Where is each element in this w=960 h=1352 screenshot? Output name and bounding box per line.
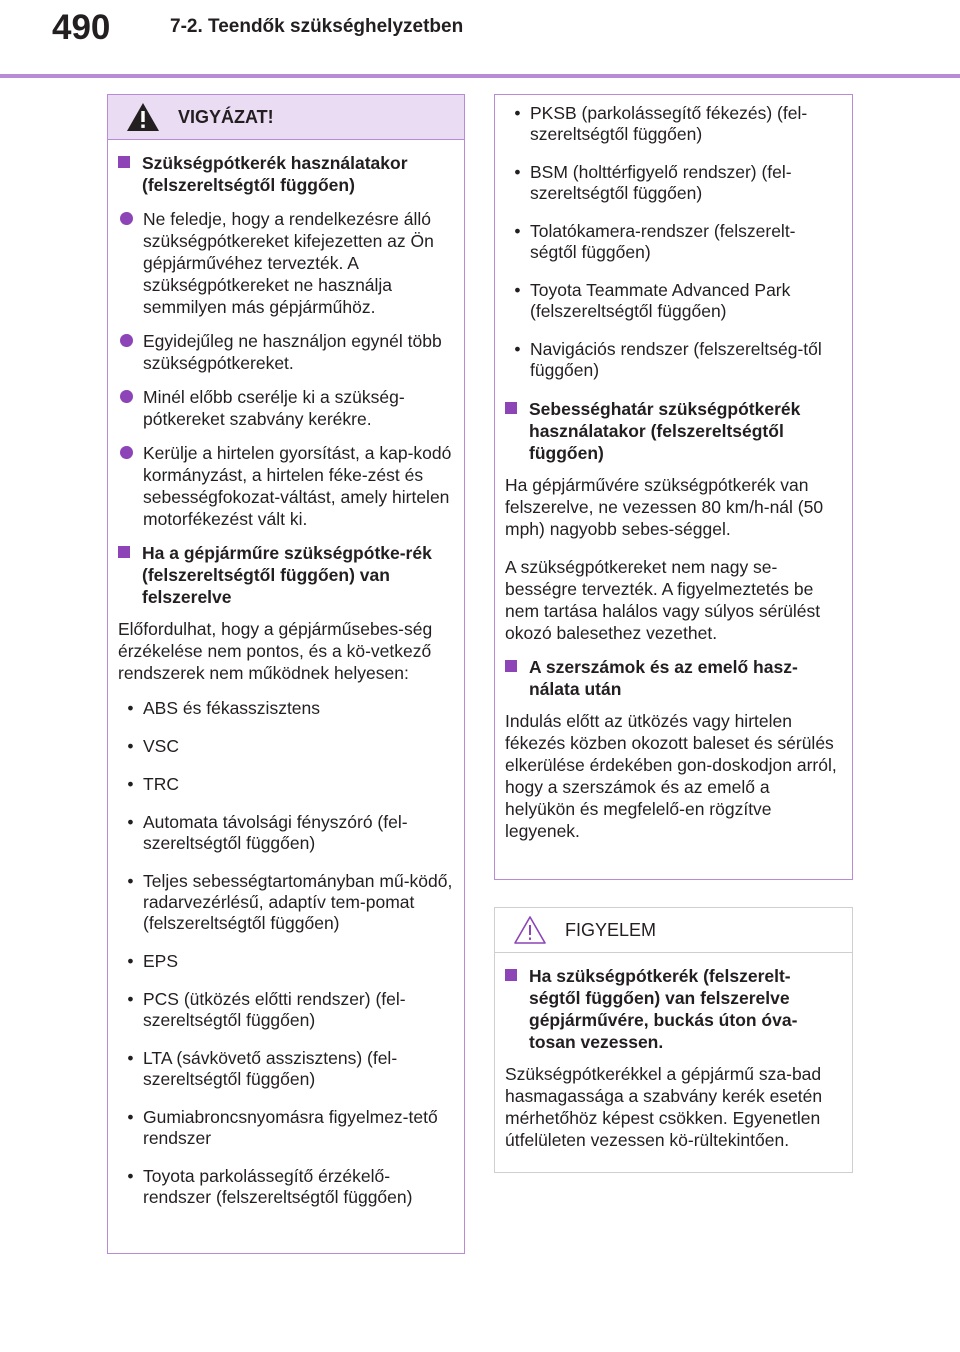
paragraph: Indulás előtt az ütközés vagy hirtelen fékezés közben okozott baleset és sérülés elkerülése érdekében gon-doskodjon arról, hogy a szerszámok és az emelő a helyükön és megfelelő-en rögzítve legyenek. (505, 711, 837, 841)
list-item: • Automata távolsági fényszóró (fel-szereltségtől függően) (127, 812, 408, 853)
subheading: Ha szükségpótkerék (felszerelt-ségtől függően) van felszerelve gépjárművére, buckás úton óva-tosan vezessen. (505, 965, 842, 1053)
subheading: Ha a gépjárműre szükségpótke-rék (felszereltségtől függően) van felszerelve (118, 542, 454, 608)
round-bullet-icon (120, 334, 133, 347)
page-number: 490 (52, 8, 111, 47)
list-item: • Gumiabroncsnyomásra figyelmez-tető rendszer (127, 1107, 438, 1148)
notice-box (494, 907, 853, 1173)
header-rule (0, 74, 960, 78)
square-bullet-icon (118, 546, 130, 558)
square-bullet-icon (505, 969, 517, 981)
round-bullet-icon (120, 390, 133, 403)
systems-list (118, 698, 454, 1208)
subheading: A szerszámok és az emelő hasz-nálata után (505, 656, 842, 700)
paragraph: Előfordulhat, hogy a gépjárműsebes-ség érzékelése nem pontos, és a kö-vetkező rendszerek nem működnek helyesen: (118, 619, 433, 683)
caution-title: VIGYÁZAT! (178, 106, 274, 127)
caution-header (108, 95, 464, 140)
list-item: Egyidejűleg ne használjon egynél több szükségpótkereket. (118, 330, 454, 374)
list-item: • BSM (holttérfigyelő rendszer) (fel-szereltségtől függően) (514, 162, 792, 203)
section-title: 7-2. Teendők szükséghelyzetben (170, 16, 464, 37)
subheading: Szükségpótkerék használatakor (felszereltségtől függően) (118, 152, 454, 196)
list-item: • VSC (127, 736, 179, 756)
list-item: • PCS (ütközés előtti rendszer) (fel-szereltségtől függően) (127, 989, 406, 1030)
list-item: • Toyota parkolássegítő érzékelő-rendszer (felszereltségtől függően) (127, 1166, 413, 1207)
list-item: Ne feledje, hogy a rendelkezésre álló szükségpótkereket kifejezetten az Ön gépjárművéhez tervezték. A szükségpótkereket ne használja semmilyen más gépjárműhöz. (118, 208, 454, 318)
list-item: • TRC (127, 774, 179, 794)
square-bullet-icon (505, 402, 517, 414)
list-item: • Navigációs rendszer (felszereltség-től függően) (514, 339, 822, 380)
square-bullet-icon (118, 156, 130, 168)
list-item: Minél előbb cserélje ki a szükség-pótkereket szabvány kerékre. (118, 386, 454, 430)
list-item: • EPS (127, 951, 179, 971)
notice-title: FIGYELEM (565, 919, 657, 940)
caution-box-continued (494, 94, 853, 880)
list-item: • Teljes sebességtartományban mű-ködő, radarvezérlésű, adaptív tem-pomat (felszereltségtől függően) (127, 871, 453, 933)
list-item: • PKSB (parkolássegítő fékezés) (fel-szereltségtől függően) (514, 103, 808, 144)
subheading: Sebességhatár szükségpótkerék használatakor (felszereltségtől függően) (505, 398, 842, 464)
systems-list-continued (505, 103, 842, 381)
warning-triangle-outline-icon (495, 915, 565, 945)
caution-box (107, 94, 465, 1254)
list-item: Kerülje a hirtelen gyorsítást, a kap-kodó kormányzást, a hirtelen féke-zést és sebességfokozat-váltást, amely hirtelen motorfékezést vált ki. (118, 442, 454, 530)
paragraph: Szükségpótkerékkel a gépjármű sza-bad hasmagassága a szabvány kerék esetén mérhetőhöz képest csökken. Egyenetlen útfelületen vezessen kö-rültekintően. (505, 1064, 823, 1150)
notice-header (495, 908, 852, 953)
list-item: • LTA (sávkövető asszisztens) (fel-szereltségtől függően) (127, 1048, 398, 1089)
list-item: • ABS és fékasszisztens (127, 698, 321, 718)
paragraph: A szükségpótkereket nem nagy se-bességre tervezték. A figyelmeztetés be nem tartása halálos vagy súlyos sérülést okozó balesethez vezethet. (505, 557, 821, 643)
paragraph: Ha gépjárművére szükségpótkerék van felszerelve, ne vezessen 80 km/h-nál (50 mph) nagyobb sebes-séggel. (505, 475, 824, 539)
round-bullet-icon (120, 446, 133, 459)
list-item: • Toyota Teammate Advanced Park (felszereltségtől függően) (514, 280, 791, 321)
round-bullet-icon (120, 212, 133, 225)
square-bullet-icon (505, 660, 517, 672)
list-item: • Tolatókamera-rendszer (felszerelt-ségtől függően) (514, 221, 796, 262)
warning-triangle-filled-icon (108, 102, 178, 132)
